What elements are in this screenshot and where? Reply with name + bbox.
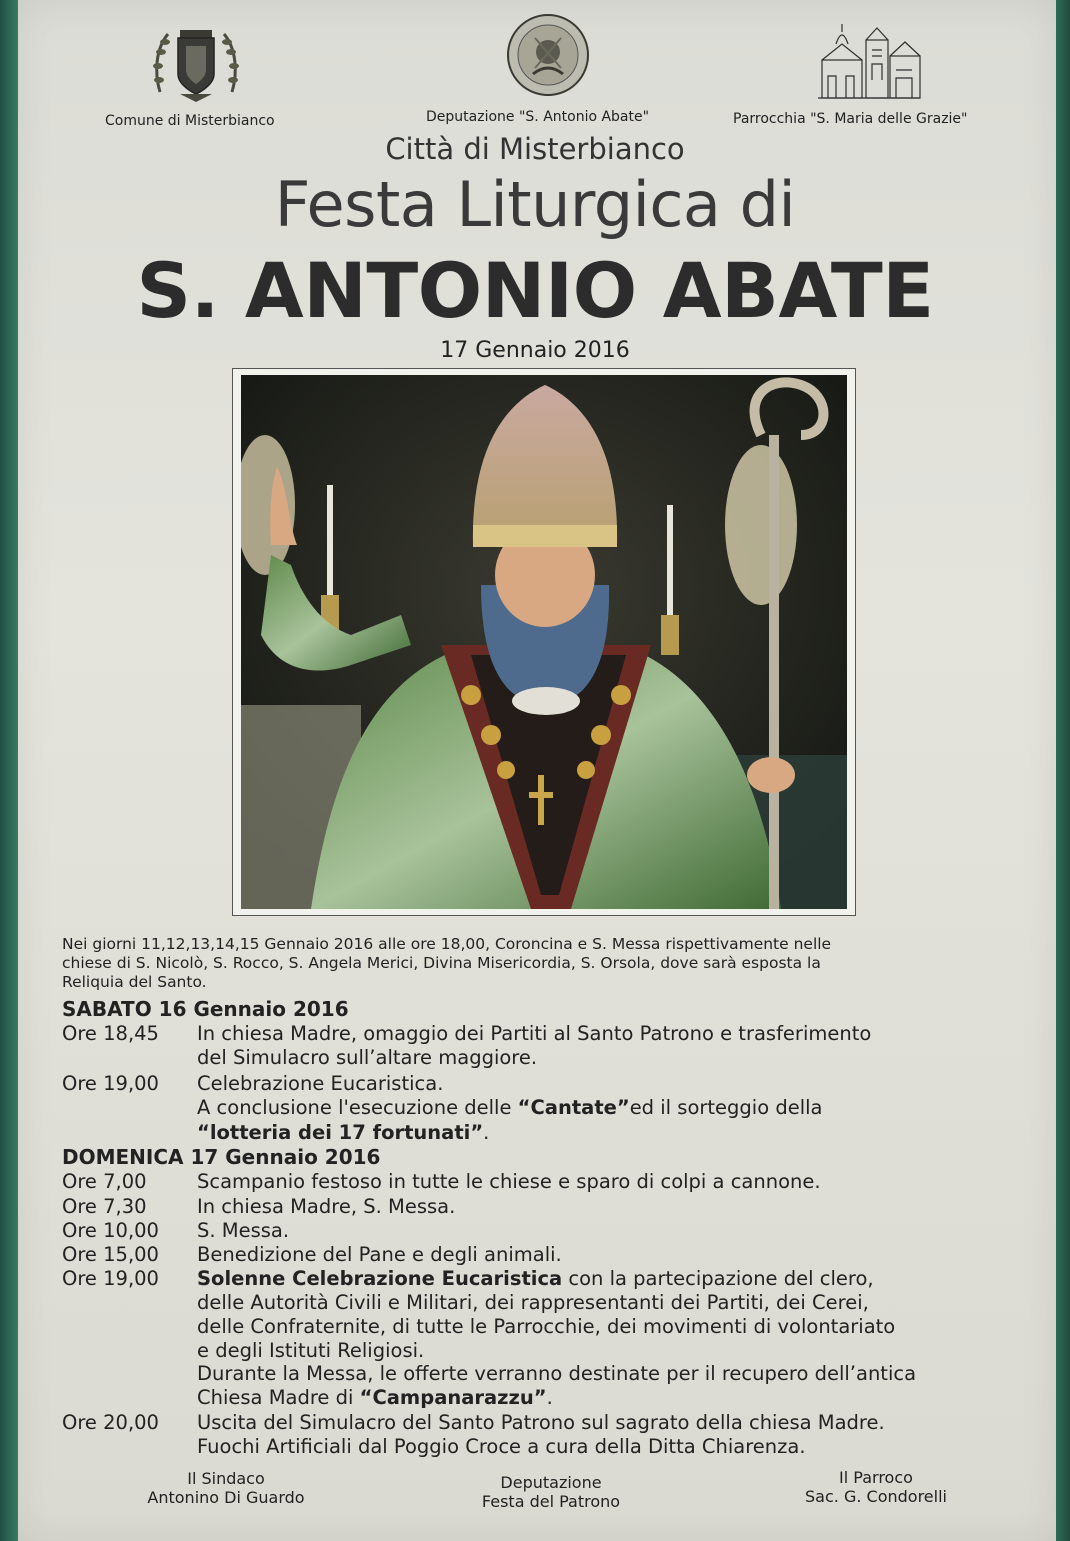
signature-name: Festa del Patrono — [481, 1492, 621, 1511]
schedule-time: Ore 19,00 — [62, 1267, 159, 1290]
schedule-time: Ore 10,00 — [62, 1219, 159, 1242]
title-line-1: Festa Liturgica di — [274, 168, 796, 241]
schedule-text: delle Confraternite, di tutte le Parrocchie, dei movimenti di volontariato — [197, 1315, 896, 1338]
seal-icon — [505, 12, 591, 98]
church-icon — [812, 20, 924, 102]
schedule-text: Benedizione del Pane e degli animali. — [197, 1243, 562, 1266]
schedule-time: Ore 7,00 — [62, 1170, 147, 1193]
cantate-label: “Cantate” — [517, 1096, 630, 1119]
schedule-time: Ore 19,00 — [62, 1072, 159, 1095]
intro-paragraph — [62, 935, 1032, 992]
coat-of-arms-icon — [150, 22, 242, 106]
lotteria-label: “lotteria dei 17 fortunati” — [197, 1121, 484, 1144]
schedule-text: In chiesa Madre, omaggio dei Partiti al Santo Patrono e trasferimento — [197, 1022, 872, 1045]
schedule-text: Fuochi Artificiali dal Poggio Croce a cura della Ditta Chiarenza. — [197, 1435, 806, 1458]
schedule-text: Scampanio festoso in tutte le chiese e sparo di colpi a cannone. — [197, 1170, 821, 1193]
schedule-text: . — [546, 1386, 553, 1409]
logo-caption-deputazione: Deputazione "S. Antonio Abate" — [426, 109, 650, 125]
schedule-text-campanarazzu — [197, 1386, 553, 1409]
schedule-text: con la partecipazione del clero, — [562, 1267, 874, 1290]
schedule-text: A conclusione l'esecuzione delle — [197, 1096, 518, 1119]
saint-photo-frame — [232, 368, 856, 916]
schedule-text: Celebrazione Eucaristica. — [197, 1072, 444, 1095]
sunday-heading: DOMENICA 17 Gennaio 2016 — [62, 1145, 381, 1169]
city-subtitle: Città di Misterbianco — [385, 132, 685, 166]
signature-role: Il Sindaco — [187, 1469, 265, 1488]
intro-line-1: Nei giorni 11,12,13,14,15 Gennaio 2016 alle ore 18,00, Coroncina e S. Messa rispettivamente nelle — [62, 935, 832, 953]
schedule-text: del Simulacro sull’altare maggiore. — [197, 1046, 538, 1069]
signature-mayor — [108, 1469, 344, 1507]
signature-name: Antonino Di Guardo — [147, 1488, 305, 1507]
schedule-text: S. Messa. — [197, 1219, 290, 1242]
logo-caption-parrocchia: Parrocchia "S. Maria delle Grazie" — [733, 111, 968, 127]
saint-statue-image — [241, 375, 847, 909]
intro-line-3: Reliquia del Santo. — [62, 973, 207, 991]
event-date: 17 Gennaio 2016 — [440, 338, 630, 363]
schedule-text: delle Autorità Civili e Militari, dei rappresentanti dei Partiti, dei Cerei, — [197, 1291, 869, 1314]
signature-deputazione — [438, 1473, 664, 1511]
schedule-time: Ore 15,00 — [62, 1243, 159, 1266]
schedule-text-solenne — [197, 1267, 874, 1290]
schedule-time: Ore 7,30 — [62, 1195, 147, 1218]
saturday-heading: SABATO 16 Gennaio 2016 — [62, 997, 349, 1021]
schedule-text: In chiesa Madre, S. Messa. — [197, 1195, 456, 1218]
schedule-text: . — [483, 1121, 490, 1144]
schedule-text: ed il sorteggio della — [629, 1096, 823, 1119]
schedule-text-cantate — [197, 1096, 823, 1119]
schedule-text: Uscita del Simulacro del Santo Patrono sul sagrato della chiesa Madre. — [197, 1411, 885, 1434]
schedule-time: Ore 18,45 — [62, 1022, 159, 1045]
signature-parroco — [758, 1468, 994, 1506]
schedule-text: Durante la Messa, le offerte verranno destinate per il recupero dell’antica — [197, 1362, 917, 1385]
signature-role: Il Parroco — [839, 1468, 913, 1487]
solenne-label: Solenne Celebrazione Eucaristica — [197, 1267, 563, 1290]
schedule-text: Chiesa Madre di — [197, 1386, 360, 1409]
signature-name: Sac. G. Condorelli — [805, 1487, 947, 1506]
campanarazzu-label: “Campanarazzu” — [359, 1386, 547, 1409]
title-line-2: S. ANTONIO ABATE — [136, 246, 934, 335]
schedule-text-lotteria — [197, 1121, 489, 1144]
signature-role: Deputazione — [500, 1473, 602, 1492]
schedule-text: e degli Istituti Religiosi. — [197, 1339, 425, 1362]
schedule-time: Ore 20,00 — [62, 1411, 159, 1434]
logo-caption-comune: Comune di Misterbianco — [105, 113, 275, 129]
intro-line-2: chiese di S. Nicolò, S. Rocco, S. Angela Merici, Divina Misericordia, S. Orsola, dove sarà esposta la — [62, 954, 821, 972]
